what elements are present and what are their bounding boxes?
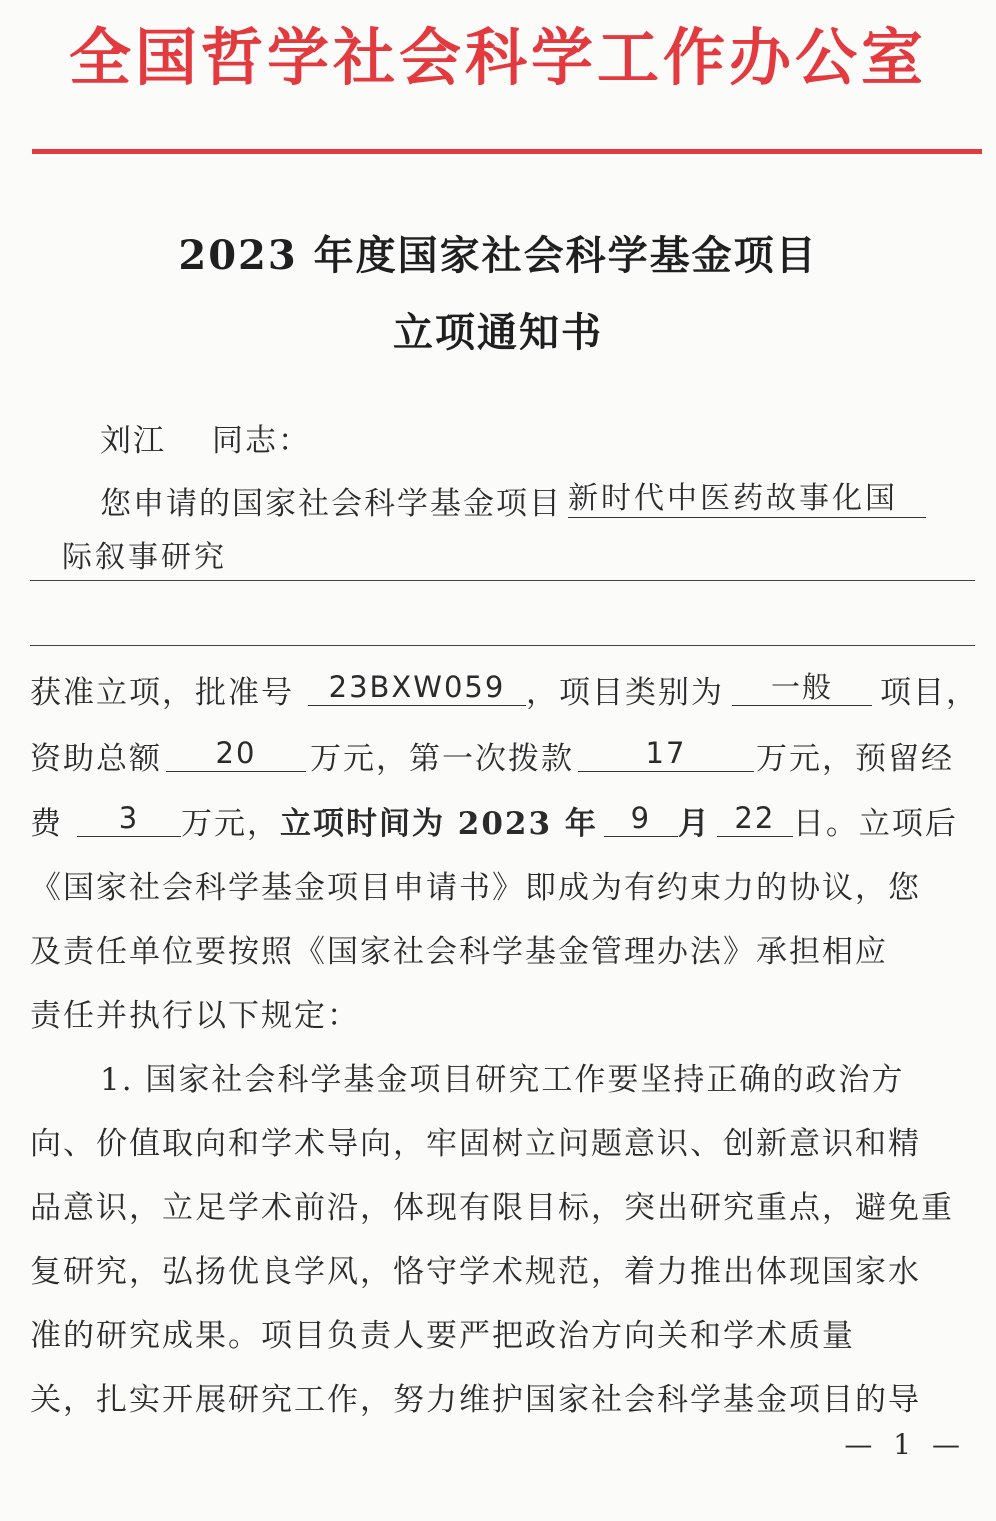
first-payment: 17 — [578, 735, 754, 772]
project-title-part2: 际叙事研究 — [62, 540, 227, 575]
date-prefix: 立项时间为 2023 年 — [280, 806, 598, 842]
rule1-line: 关，扎实开展研究工作，努力维护国家社会科学基金项目的导 — [30, 1382, 921, 1418]
issuer-header: 全国哲学社会科学工作办公室 — [68, 21, 927, 94]
intro-text: 您申请的国家社会科学基金项目 — [100, 486, 562, 522]
body-line: 责任并执行以下规定： — [30, 998, 360, 1034]
date-day: 22 — [717, 800, 793, 837]
date-month: 9 — [604, 800, 678, 837]
category-value: 一般 — [732, 669, 872, 706]
rule1-line: 准的研究成果。项目负责人要严把政治方向关和学术质量 — [30, 1318, 855, 1354]
reserve-prefix: 万元，预留经 — [756, 741, 954, 777]
rule1-line: 向、价值取向和学术导向，牢固树立问题意识、创新意识和精 — [30, 1126, 921, 1162]
body-line: 及责任单位要按照《国家社会科学基金管理办法》承担相应 — [30, 934, 888, 970]
reserve-fee-char: 费 — [30, 806, 63, 842]
document-title-line1: 2023 年度国家社会科学基金项目 — [178, 232, 818, 279]
project-title-line2 — [30, 531, 985, 584]
page-number: — 1 — — [844, 1428, 966, 1461]
salutation-suffix: 同志： — [212, 423, 311, 459]
rule1-line: 复研究，弘扬优良学风，恪守学术规范，着力推出体现国家水 — [30, 1254, 921, 1290]
body-line: 《国家社会科学基金项目申请书》即成为有约束力的协议，您 — [30, 870, 921, 906]
recipient-name: 刘江 — [100, 423, 166, 459]
rule1-line: 品意识，立足学术前沿，体现有限目标，突出研究重点，避免重 — [30, 1190, 954, 1226]
rule1-line: 1. 国家社会科学基金项目研究工作要坚持正确的政治方 — [100, 1062, 905, 1098]
red-divider — [32, 149, 982, 154]
total-prefix: 资助总额 — [30, 741, 162, 777]
project-title-part1: 新时代中医药故事化国 — [568, 481, 926, 518]
category-suffix: 项目， — [880, 675, 979, 711]
project-title-underline-1 — [30, 580, 975, 581]
intro-line — [100, 478, 985, 530]
reserve-amount: 3 — [77, 800, 181, 837]
total-amount: 20 — [166, 735, 306, 772]
salutation — [100, 415, 700, 467]
day-suffix: 日。立项后 — [792, 806, 958, 842]
approval-prefix: 获准立项，批准号 — [30, 675, 294, 711]
first-payment-prefix: 万元，第一次拨款 — [310, 741, 574, 777]
funding-line — [30, 733, 985, 785]
approval-line — [30, 667, 985, 719]
reserve-date-line — [30, 798, 985, 850]
project-title-underline-2 — [30, 645, 975, 646]
month-label: 月 — [677, 806, 711, 842]
category-prefix: ，项目类别为 — [526, 675, 724, 711]
approval-number: 23BXW059 — [308, 669, 526, 706]
reserve-suffix: 万元， — [181, 806, 280, 842]
document-title-line2: 立项通知书 — [393, 309, 603, 356]
